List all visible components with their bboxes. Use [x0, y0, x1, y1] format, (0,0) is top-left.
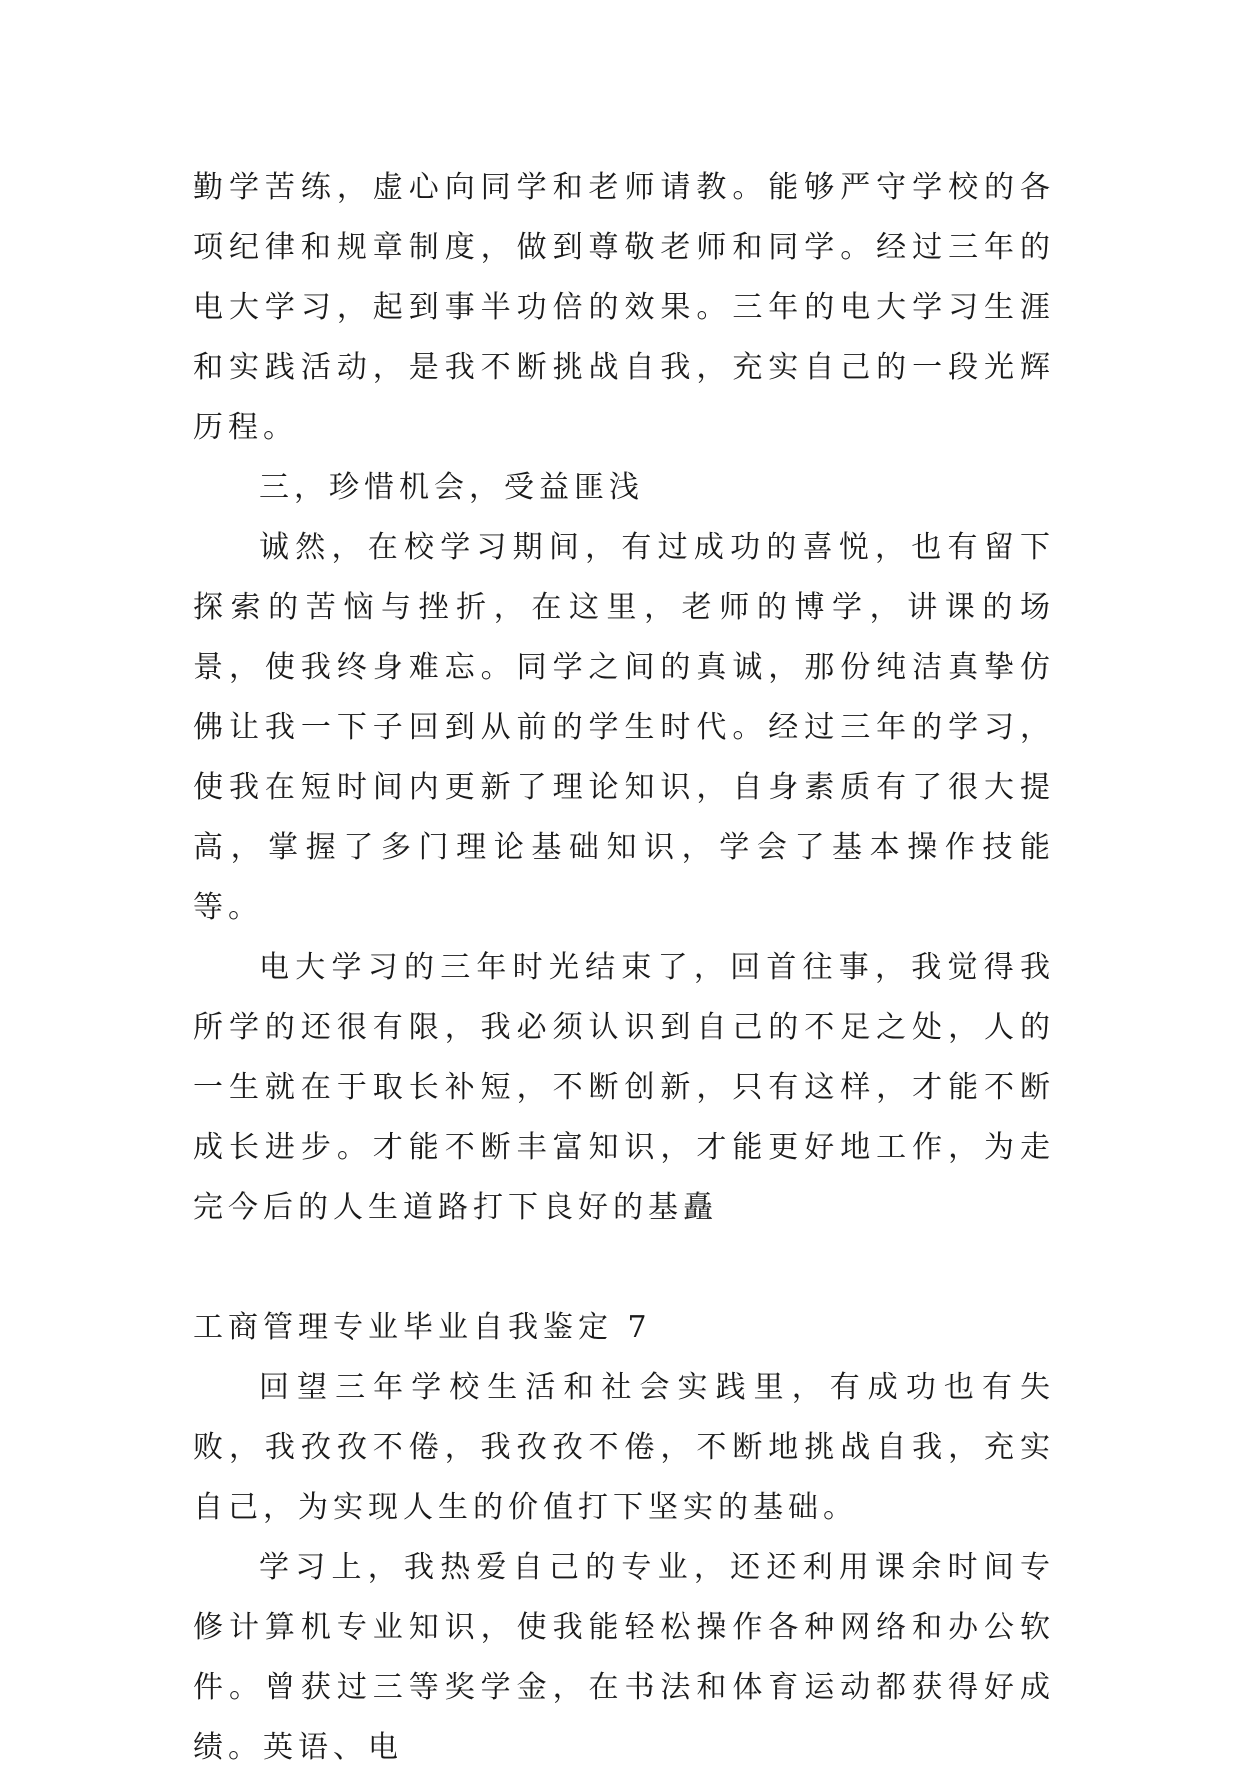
- paragraph-review: 回望三年学校生活和社会实践里，有成功也有失败，我孜孜不倦，我孜孜不倦，不断地挑战自我，充实自己，为实现人生的价值打下坚实的基础。: [193, 1370, 1055, 1525]
- section-heading-3: 三，珍惜机会，受益匪浅: [259, 470, 644, 505]
- section-gap: [193, 1238, 1055, 1298]
- paragraph-school-experience: 诚然，在校学习期间，有过成功的喜悦，也有留下探索的苦恼与挫折，在这里，老师的博学，讲课的场景，使我终身难忘。同学之间的真诚，那份纯洁真挚仿佛让我一下子回到从前的学生时代。经过三年的学习，使我在短时间内更新了理论知识，自身素质有了很大提高，掌握了多门理论基础知识，学会了基本操作技能等。: [193, 530, 1055, 925]
- paragraph-study: 学习上，我热爱自己的专业，还还利用课余时间专修计算机专业知识，使我能轻松操作各种网络和办公软件。曾获过三等奖学金，在书法和体育运动都获得好成绩。英语、电: [193, 1550, 1055, 1765]
- paragraph-continued: 勤学苦练，虚心向同学和老师请教。能够严守学校的各项纪律和规章制度，做到尊敬老师和同学。经过三年的电大学习，起到事半功倍的效果。三年的电大学习生涯和实践活动，是我不断挑战自我，充实自己的一段光辉历程。: [193, 170, 1055, 445]
- section-title: 工商管理专业毕业自我鉴定 7: [193, 1310, 652, 1345]
- paragraph-conclusion: 电大学习的三年时光结束了，回首往事，我觉得我所学的还很有限，我必须认识到自己的不足之处，人的一生就在于取长补短，不断创新，只有这样，才能不断成长进步。才能不断丰富知识，才能更好地工作，为走完今后的人生道路打下良好的基矗: [193, 950, 1055, 1225]
- document-page: [193, 158, 1055, 1778]
